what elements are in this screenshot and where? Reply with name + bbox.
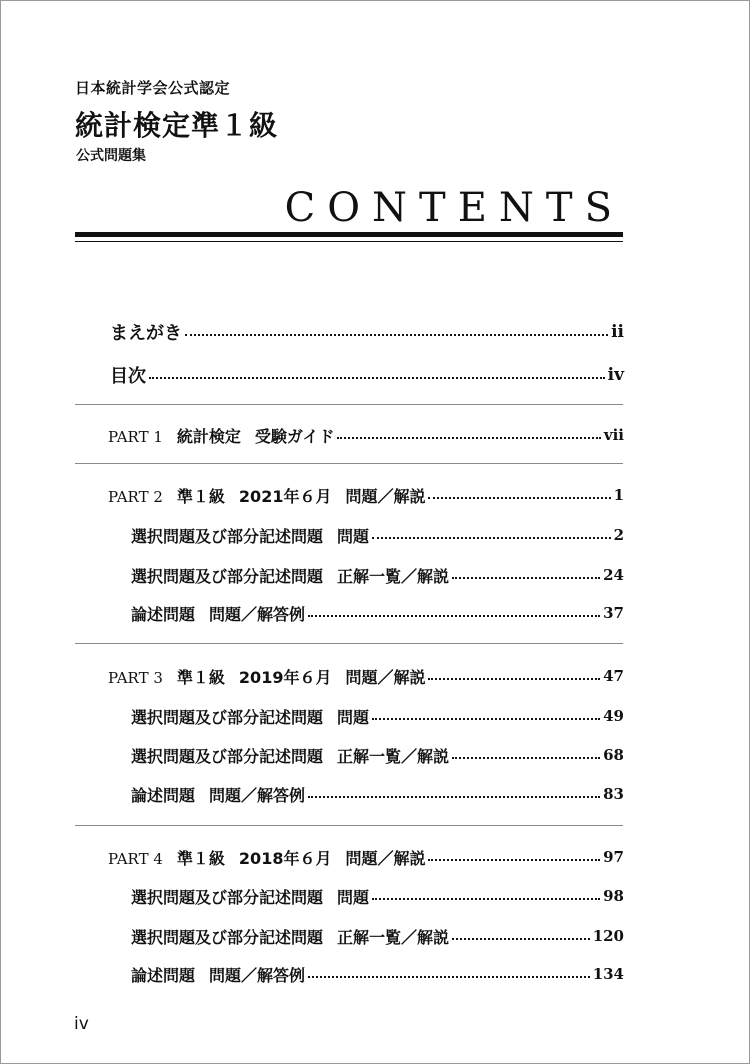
toc-section[interactable] [131,922,624,950]
part-label: PART 4 [108,849,163,868]
section-title-b: 問題／解答例 [209,604,306,624]
dot-leader [149,377,605,379]
section-title-a: 選択問題及び部分記述問題 [131,566,324,586]
book-subtitle: 公式問題集 [76,148,146,164]
dot-leader [452,577,600,579]
dot-leader [452,757,600,759]
toc-page-number: vii [603,426,624,444]
section-title-b: 正解一覧／解説 [337,927,450,947]
toc-part-4[interactable] [108,843,624,871]
part-title-b: 受験ガイド [254,426,335,446]
toc-section[interactable] [131,741,624,769]
section-title-a: 選択問題及び部分記述問題 [131,746,324,766]
part-label: PART 1 [108,427,163,446]
toc-page-number: 97 [603,848,624,866]
toc-entry-preface[interactable] [110,318,624,346]
dot-leader [372,537,611,539]
section-title-b: 問題 [337,707,370,727]
page-folio: iv [74,1014,89,1034]
section-title-b: 正解一覧／解説 [337,746,450,766]
toc-entry-contents[interactable] [110,361,624,389]
part-title-b: 2019年６月 [238,667,332,687]
part-title-c: 問題／解説 [345,486,426,506]
section-title-a: 選択問題及び部分記述問題 [131,526,324,546]
toc-page-number: 47 [603,667,624,685]
toc-page-number: ii [611,322,624,342]
toc-page-number: 24 [603,566,624,584]
toc-section[interactable] [131,780,624,808]
section-title-a: 選択問題及び部分記述問題 [131,887,324,907]
contents-heading: CONTENTS [284,185,624,231]
dot-leader [428,497,610,499]
dot-leader [452,938,590,940]
section-divider [75,463,623,464]
toc-page-number: 1 [613,486,624,504]
dot-leader [372,898,600,900]
toc-page-number: 83 [603,785,624,803]
toc-section[interactable] [131,521,624,549]
toc-section[interactable] [131,960,624,988]
toc-page-number: 134 [592,965,624,983]
toc-part-1[interactable] [108,421,624,449]
dot-leader [308,976,590,978]
toc-page-number: 37 [603,604,624,622]
toc-section[interactable] [131,702,624,730]
toc-part-2[interactable] [108,481,624,509]
section-title-a: 論述問題 [131,965,196,985]
section-title-b: 問題／解答例 [209,785,306,805]
section-title-a: 論述問題 [131,604,196,624]
dot-leader [372,718,600,720]
part-label: PART 2 [108,487,163,506]
part-title-a: 準１級 [176,848,225,868]
toc-page-number: 98 [603,887,624,905]
section-title-b: 問題／解答例 [209,965,306,985]
toc-section[interactable] [131,882,624,910]
dot-leader [308,796,600,798]
section-title-b: 問題 [337,526,370,546]
dot-leader [308,615,600,617]
toc-section[interactable] [131,599,624,627]
section-title-b: 正解一覧／解説 [337,566,450,586]
toc-entry-title: 目次 [110,366,146,387]
section-title-a: 論述問題 [131,785,196,805]
section-divider [75,825,623,826]
dot-leader [185,334,608,336]
certification-label: 日本統計学会公式認定 [75,79,231,97]
heading-rule-thick [75,232,623,237]
toc-entry-title: まえがき [110,323,182,344]
dot-leader [428,678,600,680]
toc-part-3[interactable] [108,662,624,690]
section-title-a: 選択問題及び部分記述問題 [131,707,324,727]
section-title-b: 問題 [337,887,370,907]
part-title-a: 準１級 [176,486,225,506]
toc-page-number: 120 [592,927,624,945]
toc-page-number: 49 [603,707,624,725]
section-divider [75,404,623,405]
part-title-c: 問題／解説 [345,667,426,687]
section-title-a: 選択問題及び部分記述問題 [131,927,324,947]
dot-leader [428,859,600,861]
part-title-a: 準１級 [176,667,225,687]
part-title-b: 2018年６月 [238,848,332,868]
part-title-b: 2021年６月 [238,486,332,506]
toc-page-number: 68 [603,746,624,764]
dot-leader [337,437,600,439]
toc-page-number: 2 [613,526,624,544]
part-label: PART 3 [108,668,163,687]
book-title: 統計検定準１級 [75,109,279,142]
toc-page-number: iv [607,365,624,385]
section-divider [75,643,623,644]
heading-rule-thin [75,241,623,242]
toc-section[interactable] [131,561,624,589]
part-title-a: 統計検定 [176,426,241,446]
part-title-c: 問題／解説 [345,848,426,868]
